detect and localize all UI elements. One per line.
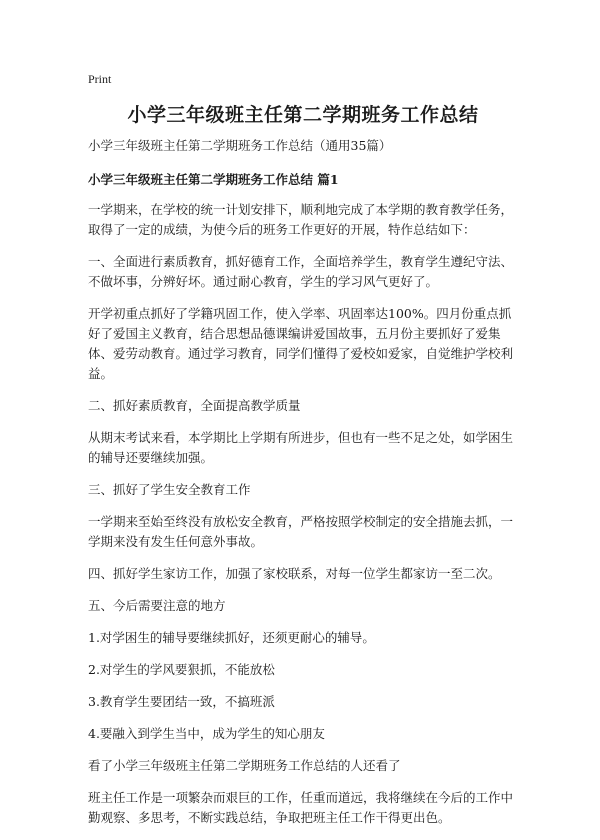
paragraph-point-1-detail: 开学初重点抓好了学籍巩固工作，使入学率、巩固率达100%。四月份重点抓好了爱国主义教育，结合思想品德课编讲爱国故事，五月份主要抓好了爱集体、爱劳动教育。通过学习教育，同学们懂得了爱校如爱家，自觉维护学校利益。 <box>88 306 514 381</box>
paragraph-point-1: 一、全面进行素质教育，抓好德育工作，全面培养学生，教育学生遵纪守法、不做坏事，分辨好坏。通过耐心教育，学生的学习风气更好了。 <box>88 254 514 289</box>
paragraph-point-3: 三、抓好了学生安全教育工作 <box>88 482 251 497</box>
paragraph-point-2: 二、抓好素质教育，全面提高教学质量 <box>88 398 301 413</box>
list-item-3: 3.教育学生要团结一致，不搞班派 <box>88 694 275 709</box>
paragraph-point-4: 四、抓好学生家访工作，加强了家校联系，对每一位学生都家访一至二次。 <box>88 566 501 581</box>
paragraph-point-3-detail: 一学期来至始至终没有放松安全教育，严格按照学校制定的安全措施去抓，一学期来没有发生任何意外事故。 <box>88 514 514 549</box>
list-item-4: 4.要融入到学生当中，成为学生的知心朋友 <box>88 726 325 741</box>
list-item-1: 1.对学困生的辅导要继续抓好，还须更耐心的辅导。 <box>88 630 375 645</box>
section-heading: 小学三年级班主任第二学期班务工作总结 篇1 <box>88 172 339 187</box>
document-title: 小学三年级班主任第二学期班务工作总结 <box>127 104 479 126</box>
document-subtitle: 小学三年级班主任第二学期班务工作总结（通用35篇） <box>88 138 392 153</box>
print-link[interactable]: Print <box>88 72 112 86</box>
list-item-2: 2.对学生的学风要狠抓，不能放松 <box>88 662 275 677</box>
document-body <box>88 136 518 840</box>
paragraph-point-5: 五、今后需要注意的地方 <box>88 598 226 613</box>
paragraph-point-2-detail: 从期末考试来看，本学期比上学期有所进步，但也有一些不足之处，如学困生的辅导还要继续加强。 <box>88 430 514 465</box>
paragraph-intro: 一学期来，在学校的统一计划安排下，顺利地完成了本学期的教育教学任务，取得了一定的成绩，为使今后的班务工作更好的开展，特作总结如下： <box>88 202 514 237</box>
paragraph-closing: 班主任工作是一项繁杂而艰巨的工作，任重而道远，我将继续在今后的工作中勤观察、多思考，不断实践总结，争取把班主任工作干得更出色。 <box>88 790 514 825</box>
related-heading: 看了小学三年级班主任第二学期班务工作总结的人还看了 <box>88 758 401 773</box>
